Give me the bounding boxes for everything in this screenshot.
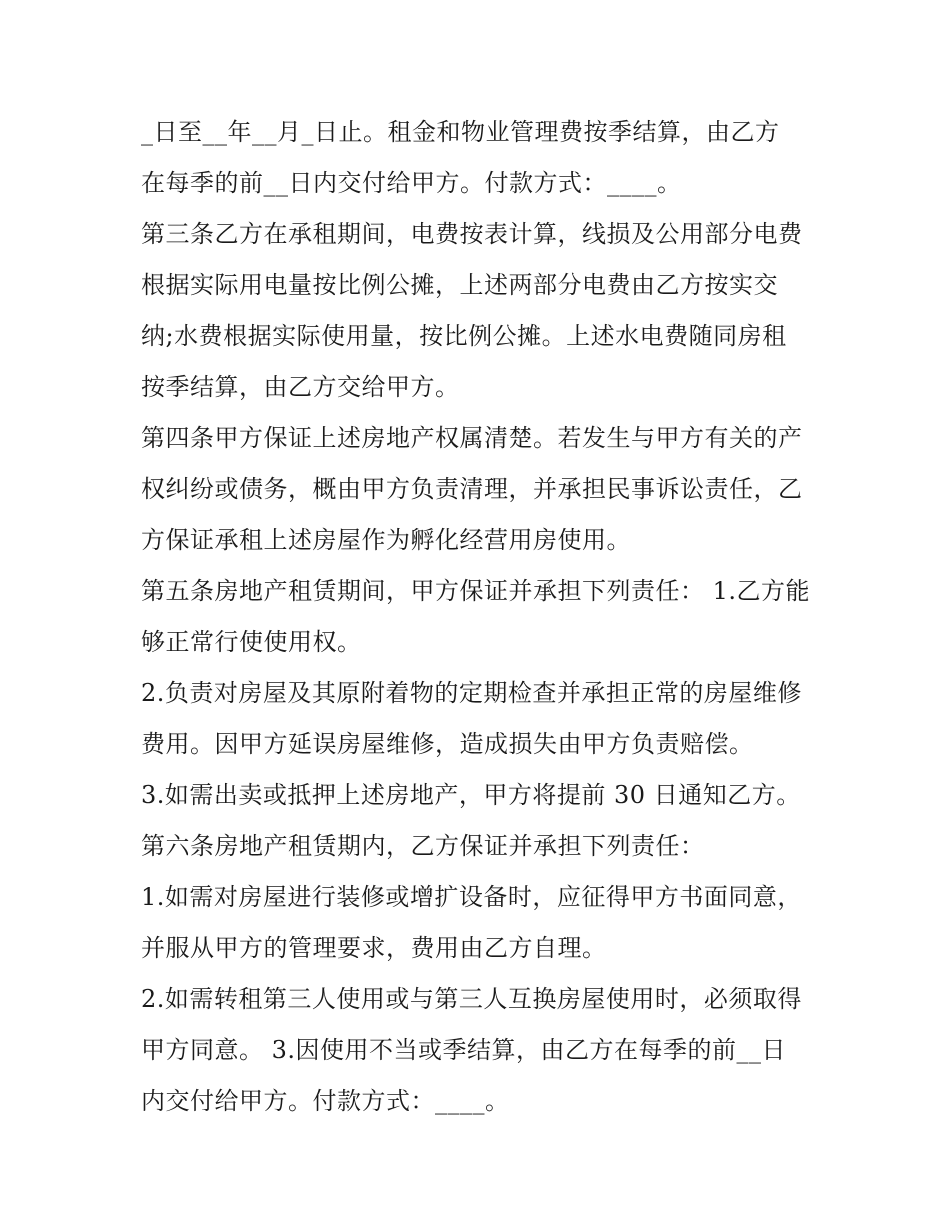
text-line: 2.负责对房屋及其原附着物的定期检查并承担正常的房屋维修 — [141, 679, 802, 707]
text-line: 够正常行使使用权。 — [141, 628, 362, 656]
text-line: 在每季的前__日内交付给甲方。付款方式：____。 — [141, 169, 682, 197]
text-line: 2.如需转租第三人使用或与第三人互换房屋使用时，必须取得 — [141, 985, 802, 1013]
text-line: 3.如需出卖或抵押上述房地产，甲方将提前 30 日通知乙方。 — [141, 781, 801, 809]
text-line: _日至__年__月_日止。租金和物业管理费按季结算，由乙方 — [141, 118, 780, 146]
text-line: 内交付给甲方。付款方式：____。 — [141, 1087, 510, 1115]
text-line: 第五条房地产租赁期间，甲方保证并承担下列责任： 1.乙方能 — [141, 577, 811, 605]
text-line: 方保证承租上述房屋作为孵化经营用房使用。 — [141, 526, 631, 554]
text-line: 费用。因甲方延误房屋维修，造成损失由甲方负责赔偿。 — [141, 730, 754, 758]
text-line: 第六条房地产租赁期内，乙方保证并承担下列责任： — [141, 832, 705, 860]
text-line: 按季结算，由乙方交给甲方。 — [141, 373, 460, 401]
text-line: 根据实际用电量按比例公摊，上述两部分电费由乙方按实交 — [141, 271, 778, 299]
text-line: 第三条乙方在承租期间，电费按表计算，线损及公用部分电费 — [141, 220, 803, 248]
text-line: 1.如需对房屋进行装修或增扩设备时，应征得甲方书面同意， — [141, 883, 802, 911]
document-body — [141, 107, 821, 1127]
text-line: 纳;水费根据实际使用量，按比例公摊。上述水电费随同房租 — [141, 322, 787, 350]
text-line: 甲方同意。 3.因使用不当或季结算，由乙方在每季的前__日 — [141, 1036, 787, 1064]
text-line: 第四条甲方保证上述房地产权属清楚。若发生与甲方有关的产 — [141, 424, 803, 452]
text-line: 权纠纷或债务，概由甲方负责清理，并承担民事诉讼责任，乙 — [141, 475, 803, 503]
text-line: 并服从甲方的管理要求，费用由乙方自理。 — [141, 934, 607, 962]
